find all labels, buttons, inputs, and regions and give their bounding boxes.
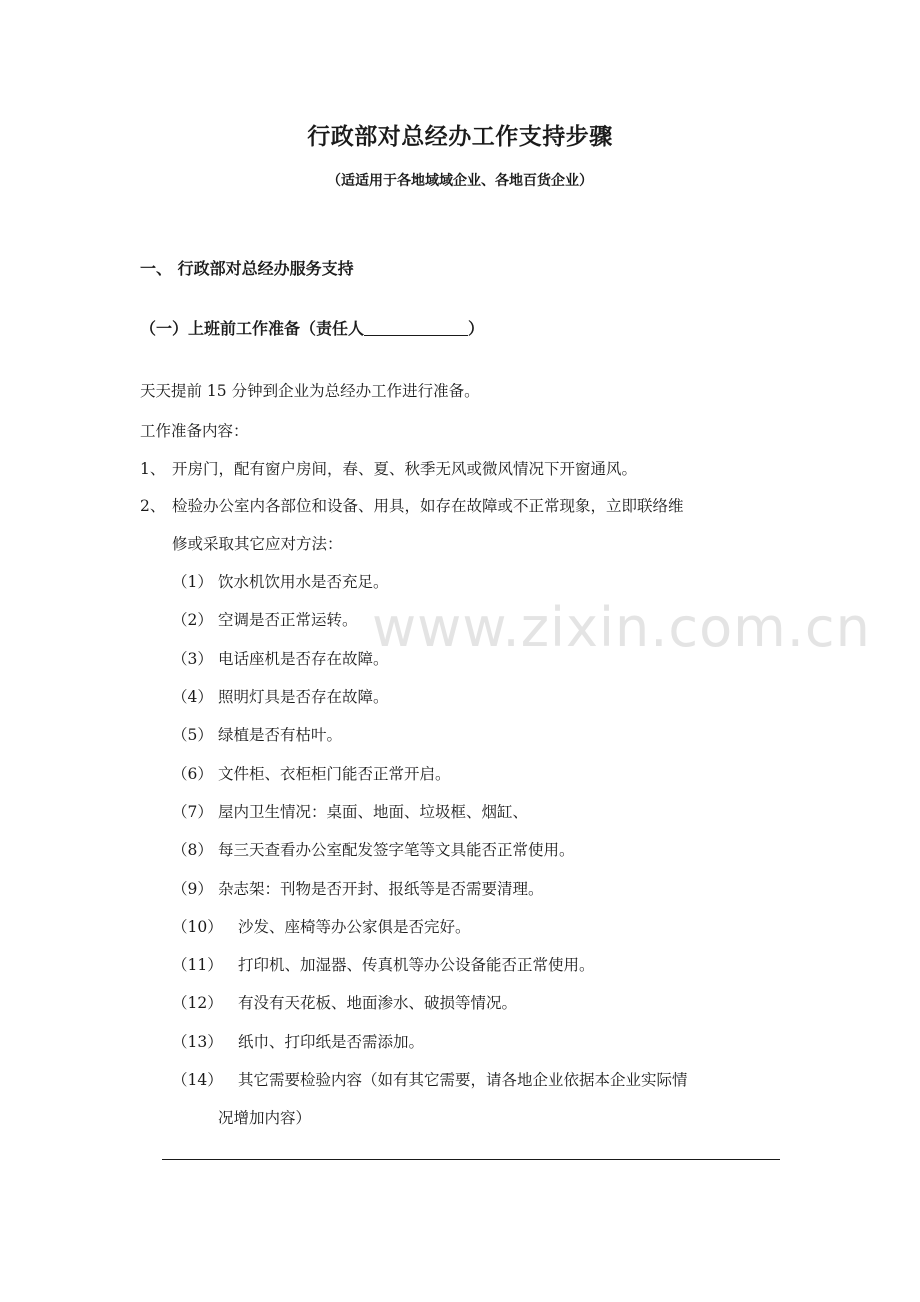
document-title: 行政部对总经办工作支持步骤 — [307, 124, 613, 150]
subitem-text: 照明灯具是否存在故障。 — [218, 688, 389, 706]
subitem-text: 打印机、加湿器、传真机等办公设备能否正常使用。 — [238, 956, 595, 974]
list-item-text: 修或采取其它应对方法： — [172, 535, 343, 553]
subitem-number: （7） — [172, 803, 213, 821]
subitem-number: （13） — [172, 1033, 223, 1051]
subitem-number: （12） — [172, 994, 223, 1012]
subitem-number: （1） — [172, 573, 213, 591]
subitem-text: 电话座机是否存在故障。 — [218, 650, 389, 668]
subitem-number: （2） — [172, 611, 213, 629]
horizontal-rule — [162, 1159, 780, 1160]
subitem-text: 杂志架：刊物是否开封、报纸等是否需要清理。 — [218, 880, 544, 898]
paragraph: 天天提前 15 分钟到企业为总经办工作进行准备。 — [140, 382, 480, 400]
subitem-number: （14） — [172, 1071, 223, 1089]
subitem-number: （9） — [172, 880, 213, 898]
subitem-number: （8） — [172, 841, 213, 859]
subitem-text: 其它需要检验内容（如有其它需要，请各地企业依据本企业实际情 — [238, 1071, 688, 1089]
subitem-text: 空调是否正常运转。 — [218, 611, 358, 629]
list-number: 2、 — [140, 497, 166, 515]
subitem-text: 饮水机饮用水是否充足。 — [218, 573, 389, 591]
subitem-text: 纸巾、打印纸是否需添加。 — [238, 1033, 425, 1051]
responsible-person-blank — [364, 319, 468, 336]
subitem-text: 沙发、座椅等办公家俱是否完好。 — [238, 918, 471, 936]
list-item-text: 开房门，配有窗户房间，春、夏、秋季无风或微风情况下开窗通风。 — [172, 460, 638, 478]
watermark: www.zixin.com.cn — [372, 596, 871, 659]
subitem-text: 每三天查看办公室配发签字笔等文具能否正常使用。 — [218, 841, 575, 859]
subitem-text: 屋内卫生情况：桌面、地面、垃圾框、烟缸、 — [218, 803, 529, 821]
subsection-heading — [140, 316, 484, 339]
list-item-text: 检验办公室内各部位和设备、用具，如存在故障或不正常现象，立即联络维 — [172, 497, 684, 515]
document-subtitle: （适适用于各地域域企业、各地百货企业） — [327, 173, 593, 189]
subitem-number: （3） — [172, 650, 213, 668]
subitem-text: 文件柜、衣柜柜门能否正常开启。 — [218, 765, 451, 783]
subitem-number: （5） — [172, 726, 213, 744]
paragraph: 工作准备内容： — [140, 422, 249, 440]
subitem-text: 有没有天花板、地面渗水、破损等情况。 — [238, 994, 518, 1012]
subitem-number: （11） — [172, 956, 223, 974]
subitem-number: （10） — [172, 918, 223, 936]
section-heading: 一、 行政部对总经办服务支持 — [140, 259, 354, 278]
subitem-number: （4） — [172, 688, 213, 706]
subsection-heading-text: （一）上班前工作准备（责任人 — [140, 319, 365, 338]
subitem-text: 绿植是否有枯叶。 — [218, 726, 343, 744]
list-number: 1、 — [140, 460, 166, 478]
subitem-number: （6） — [172, 765, 213, 783]
subitem-text-continued: 况增加内容） — [218, 1109, 312, 1127]
subsection-heading-close: ） — [468, 319, 485, 338]
